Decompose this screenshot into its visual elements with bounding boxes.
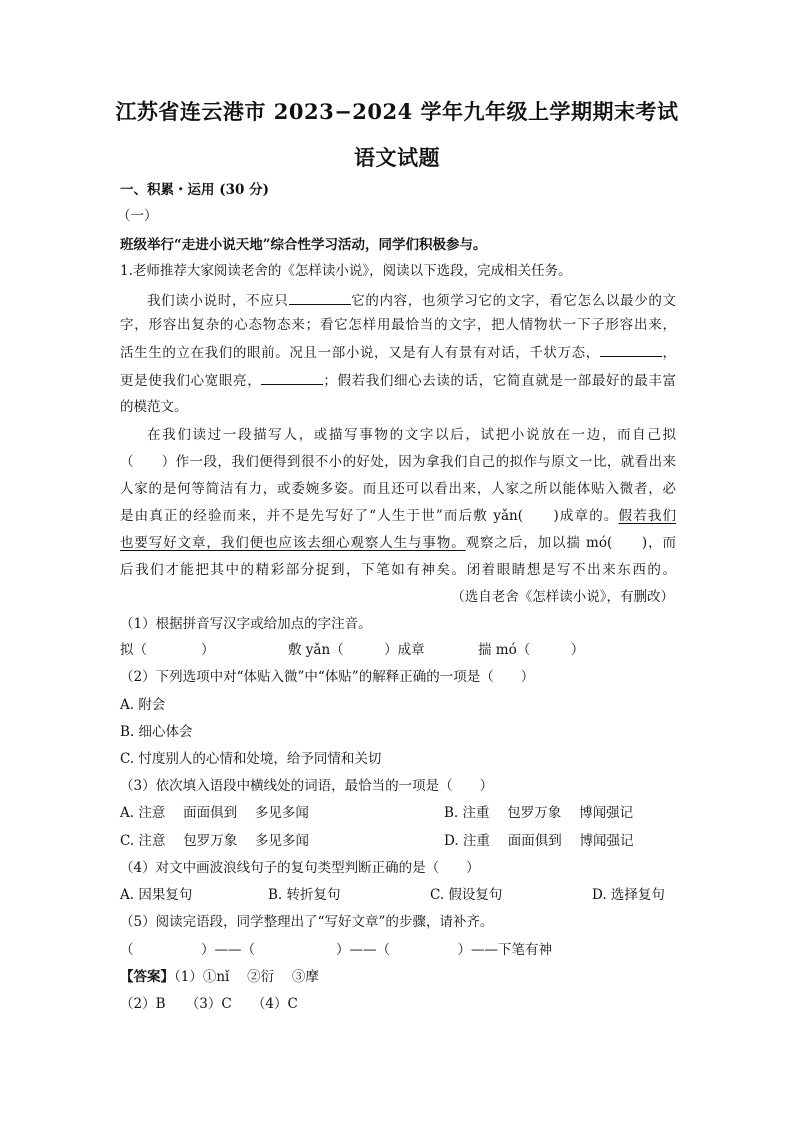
option: A. 注意 面面俱到 多见多闻	[120, 805, 309, 821]
passage-line: 活生生的立在我们的眼前。况且一部小说，又是有人有景有对话，千状万态， ，	[120, 342, 676, 363]
passage-line: （ ）作一段，我们便得到很不小的好处，因为拿我们自己的拟作与原文一比，就看出来	[120, 454, 676, 470]
sub-question-3: （3）依次填入语段中横线处的词语，最恰当的一项是（ ）	[120, 778, 494, 794]
option: B. 细心体会	[120, 724, 193, 740]
answer-slot-a: 拟（ ）	[120, 642, 215, 658]
answer-slot-c: 揣 mó（ ）	[478, 642, 585, 658]
option: C. 忖度别人的心情和处境，给予同情和关切	[120, 751, 382, 767]
fill-blank	[600, 342, 662, 357]
passage-line: 也要写好文章，我们便也应该去细心观察人生与事物。观察之后，加以揣 mó( )，而	[120, 535, 676, 551]
passage-line: 更是使我们心宽眼亮， ；假若我们细心去读的话，它简直就是一部最好的最丰富	[120, 370, 676, 391]
option: C. 假设复句	[430, 887, 503, 903]
passage-source: （选自老舍《怎样读小说》，有删改）	[451, 589, 674, 605]
fill-blank	[289, 290, 351, 305]
section-intro: 班级举行“走进小说天地”综合性学习活动，同学们积极参与。	[120, 237, 487, 253]
wavy-sentence: 也要写好文章，我们便也应该去细心观察人生与事物。	[120, 535, 466, 551]
option: D. 选择复句	[592, 887, 665, 903]
section-sub: （一）	[117, 208, 158, 224]
answer-line: 【答案】（1）①nǐ ②衍 ③摩	[120, 969, 319, 985]
sub-question-2: （2）下列选项中对“体贴入微”中“体贴”的解释正确的一项是（ ）	[120, 669, 535, 685]
sub-question-4: （4）对文中画波浪线句子的复句类型判断正确的是（ ）	[120, 860, 480, 876]
passage-line: 后我们才能把其中的精彩部分捉到，下笔如有神矣。闭着眼睛想是写不出来东西的。	[120, 562, 676, 578]
passage-line: 人家的是何等简洁有力，或委婉多姿。而且还可以看出来，人家之所以能体贴入微者，必	[120, 481, 676, 497]
page-subtitle: 语文试题	[354, 145, 440, 170]
passage-line: 在我们读过一段描写人，或描写事物的文字以后，试把小说放在一边，而自己拟	[147, 427, 676, 443]
option: C. 注意 包罗万象 多见多闻	[120, 833, 310, 849]
wavy-sentence: 假若我们	[618, 508, 677, 524]
option: B. 注重 包罗万象 博闻强记	[444, 805, 634, 821]
answer-line: （2）B （3）C （4）C	[120, 996, 298, 1012]
answer-label: 【答案】	[120, 969, 174, 985]
passage-line: 的模范文。	[120, 399, 188, 415]
answer-slot-b: 敷 yǎn（ ）成章	[288, 642, 425, 658]
passage-line: 是由真正的经验而来，并不是先写好了“人生于世”而后敷 yǎn( )成章的。假若我们	[120, 508, 677, 524]
fill-blank	[261, 370, 323, 385]
passage-line: 我们读小说时，不应只 它的内容，也须学习它的文字，看它怎么以最少的文	[147, 290, 676, 311]
passage-line: 字，形容出复杂的心态物态来；看它怎样用最恰当的文字，把人情物状一下子形容出来，	[120, 317, 676, 333]
sub-question-1: （1）根据拼音写汉字或给加点的字注音。	[120, 616, 372, 632]
section-heading: 一、积累・运用 (30 分)	[120, 182, 269, 198]
option: B. 转折复句	[268, 887, 341, 903]
page-title: 江苏省连云港市 2023−2024 学年九年级上学期期末考试	[115, 99, 679, 124]
option: A. 附会	[120, 697, 166, 713]
option: D. 注重 面面俱到 博闻强记	[444, 833, 634, 849]
steps-line: （ ）——（ ）——（ ）——下笔有神	[120, 942, 552, 958]
sub-question-5: （5）阅读完语段，同学整理出了“写好文章”的步骤，请补齐。	[120, 914, 494, 930]
option: A. 因果复句	[120, 887, 193, 903]
question-1-stem: 1.老师推荐大家阅读老舍的《怎样读小说》，阅读以下选段，完成相关任务。	[120, 263, 572, 279]
